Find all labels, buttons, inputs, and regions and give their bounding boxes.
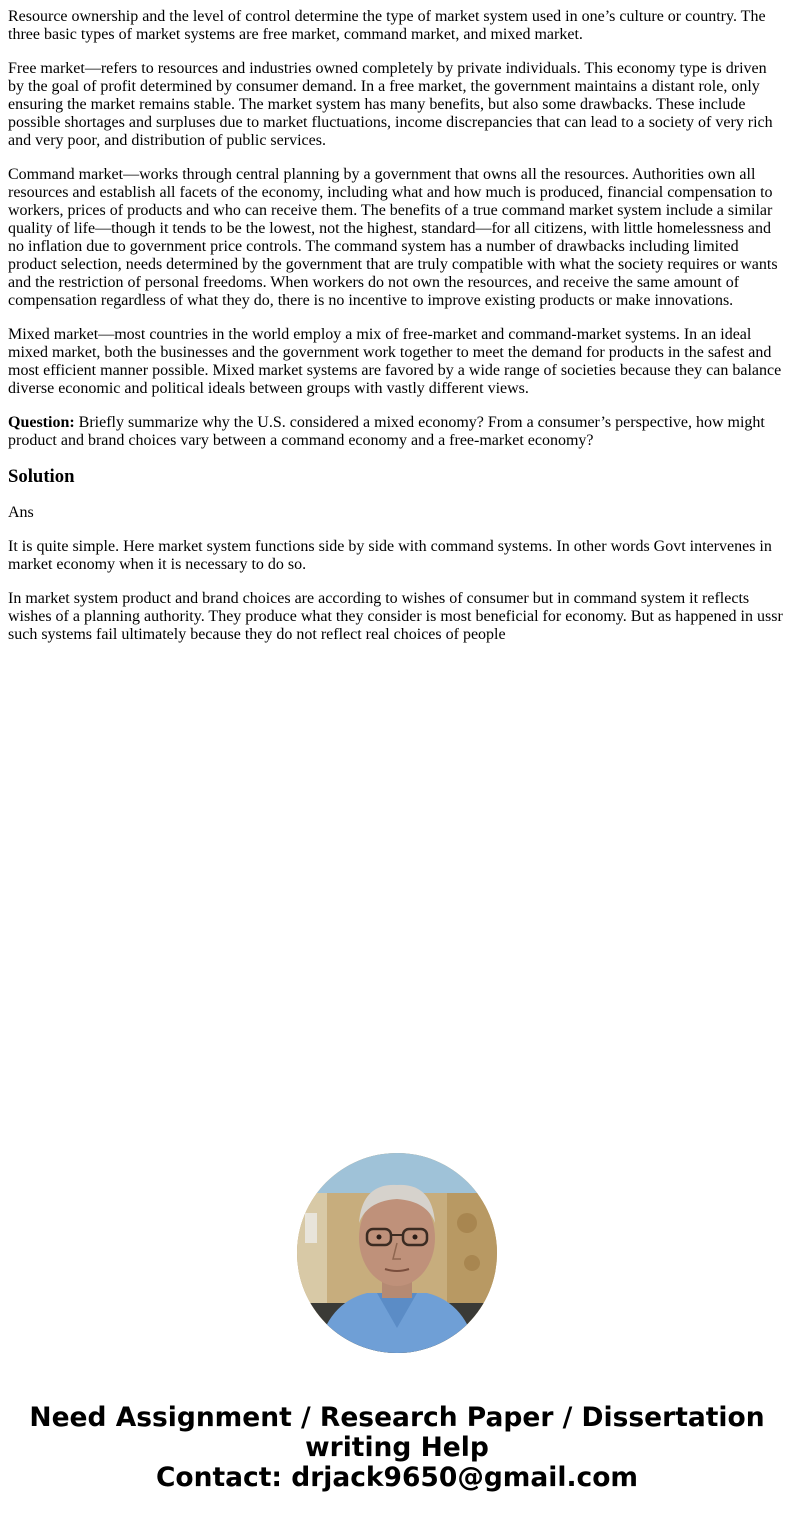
mixed-market-paragraph: Mixed market—most countries in the world employ a mix of free-market and command-market systems. In an ideal mixed market, both the businesses and the government work together to meet the demand for products in the safest and most efficient manner possible. Mixed market systems are favored by a wide range of societies because they can balance diverse economic and political ideals between groups with vastly different views. [8,326,782,397]
footer-banner [0,1403,794,1493]
command-market-paragraph: Command market—works through central planning by a government that owns all the resources. Authorities own all resources and establish all facets of the economy, including what and how much is produced, financial compensation to workers, prices of products and who can receive them. The benefits of a true command market system include a similar quality of life—though it tends to be the lowest, not the highest, standard—for all citizens, with little homelessness and no inflation due to government price controls. The command system has a number of drawbacks including limited product selection, needs determined by the government that are truly compatible with what the society requires or wants and the restriction of personal freedoms. When workers do not own the resources, and receive the same amount of compensation regardless of what they do, there is no incentive to improve existing products or make innovations. [8,166,778,309]
question-paragraph [8,414,786,450]
footer-line-2: writing Help [305,1432,489,1463]
answer-label: Ans [8,504,34,521]
answer-paragraph-2: In market system product and brand choices are according to wishes of consumer but in command system it reflects wishes of a planning authority. They produce what they consider is most beneficial for economy. But as happened in ussr such systems fail ultimately because they do not reflect real choices of people [8,590,783,643]
author-avatar [297,1153,497,1353]
solution-heading: Solution [8,466,75,487]
footer-line-1: Need Assignment / Research Paper / Dissertation [29,1402,765,1433]
question-label: Question: [8,414,75,431]
author-portrait-image [297,1153,497,1353]
answer-paragraph-1: It is quite simple. Here market system functions side by side with command systems. In other words Govt intervenes in market economy when it is necessary to do so. [8,538,772,573]
question-text: Briefly summarize why the U.S. considered a mixed economy? From a consumer’s perspective, how might product and brand choices vary between a command economy and a free-market economy? [8,414,765,449]
intro-paragraph: Resource ownership and the level of control determine the type of market system used in one’s culture or country. The three basic types of market systems are free market, command market, and mixed market. [8,8,766,43]
footer-contact: Contact: drjack9650@gmail.com [155,1462,639,1493]
free-market-paragraph: Free market—refers to resources and industries owned completely by private individuals. This economy type is driven by the goal of profit determined by consumer demand. In a free market, the government maintains a distant role, only ensuring the market remains stable. The market system has many benefits, but also some drawbacks. These include possible shortages and surpluses due to market fluctuations, income discrepancies that can lead to a society of very rich and very poor, and distribution of public services. [8,60,773,149]
document-body [8,8,786,660]
